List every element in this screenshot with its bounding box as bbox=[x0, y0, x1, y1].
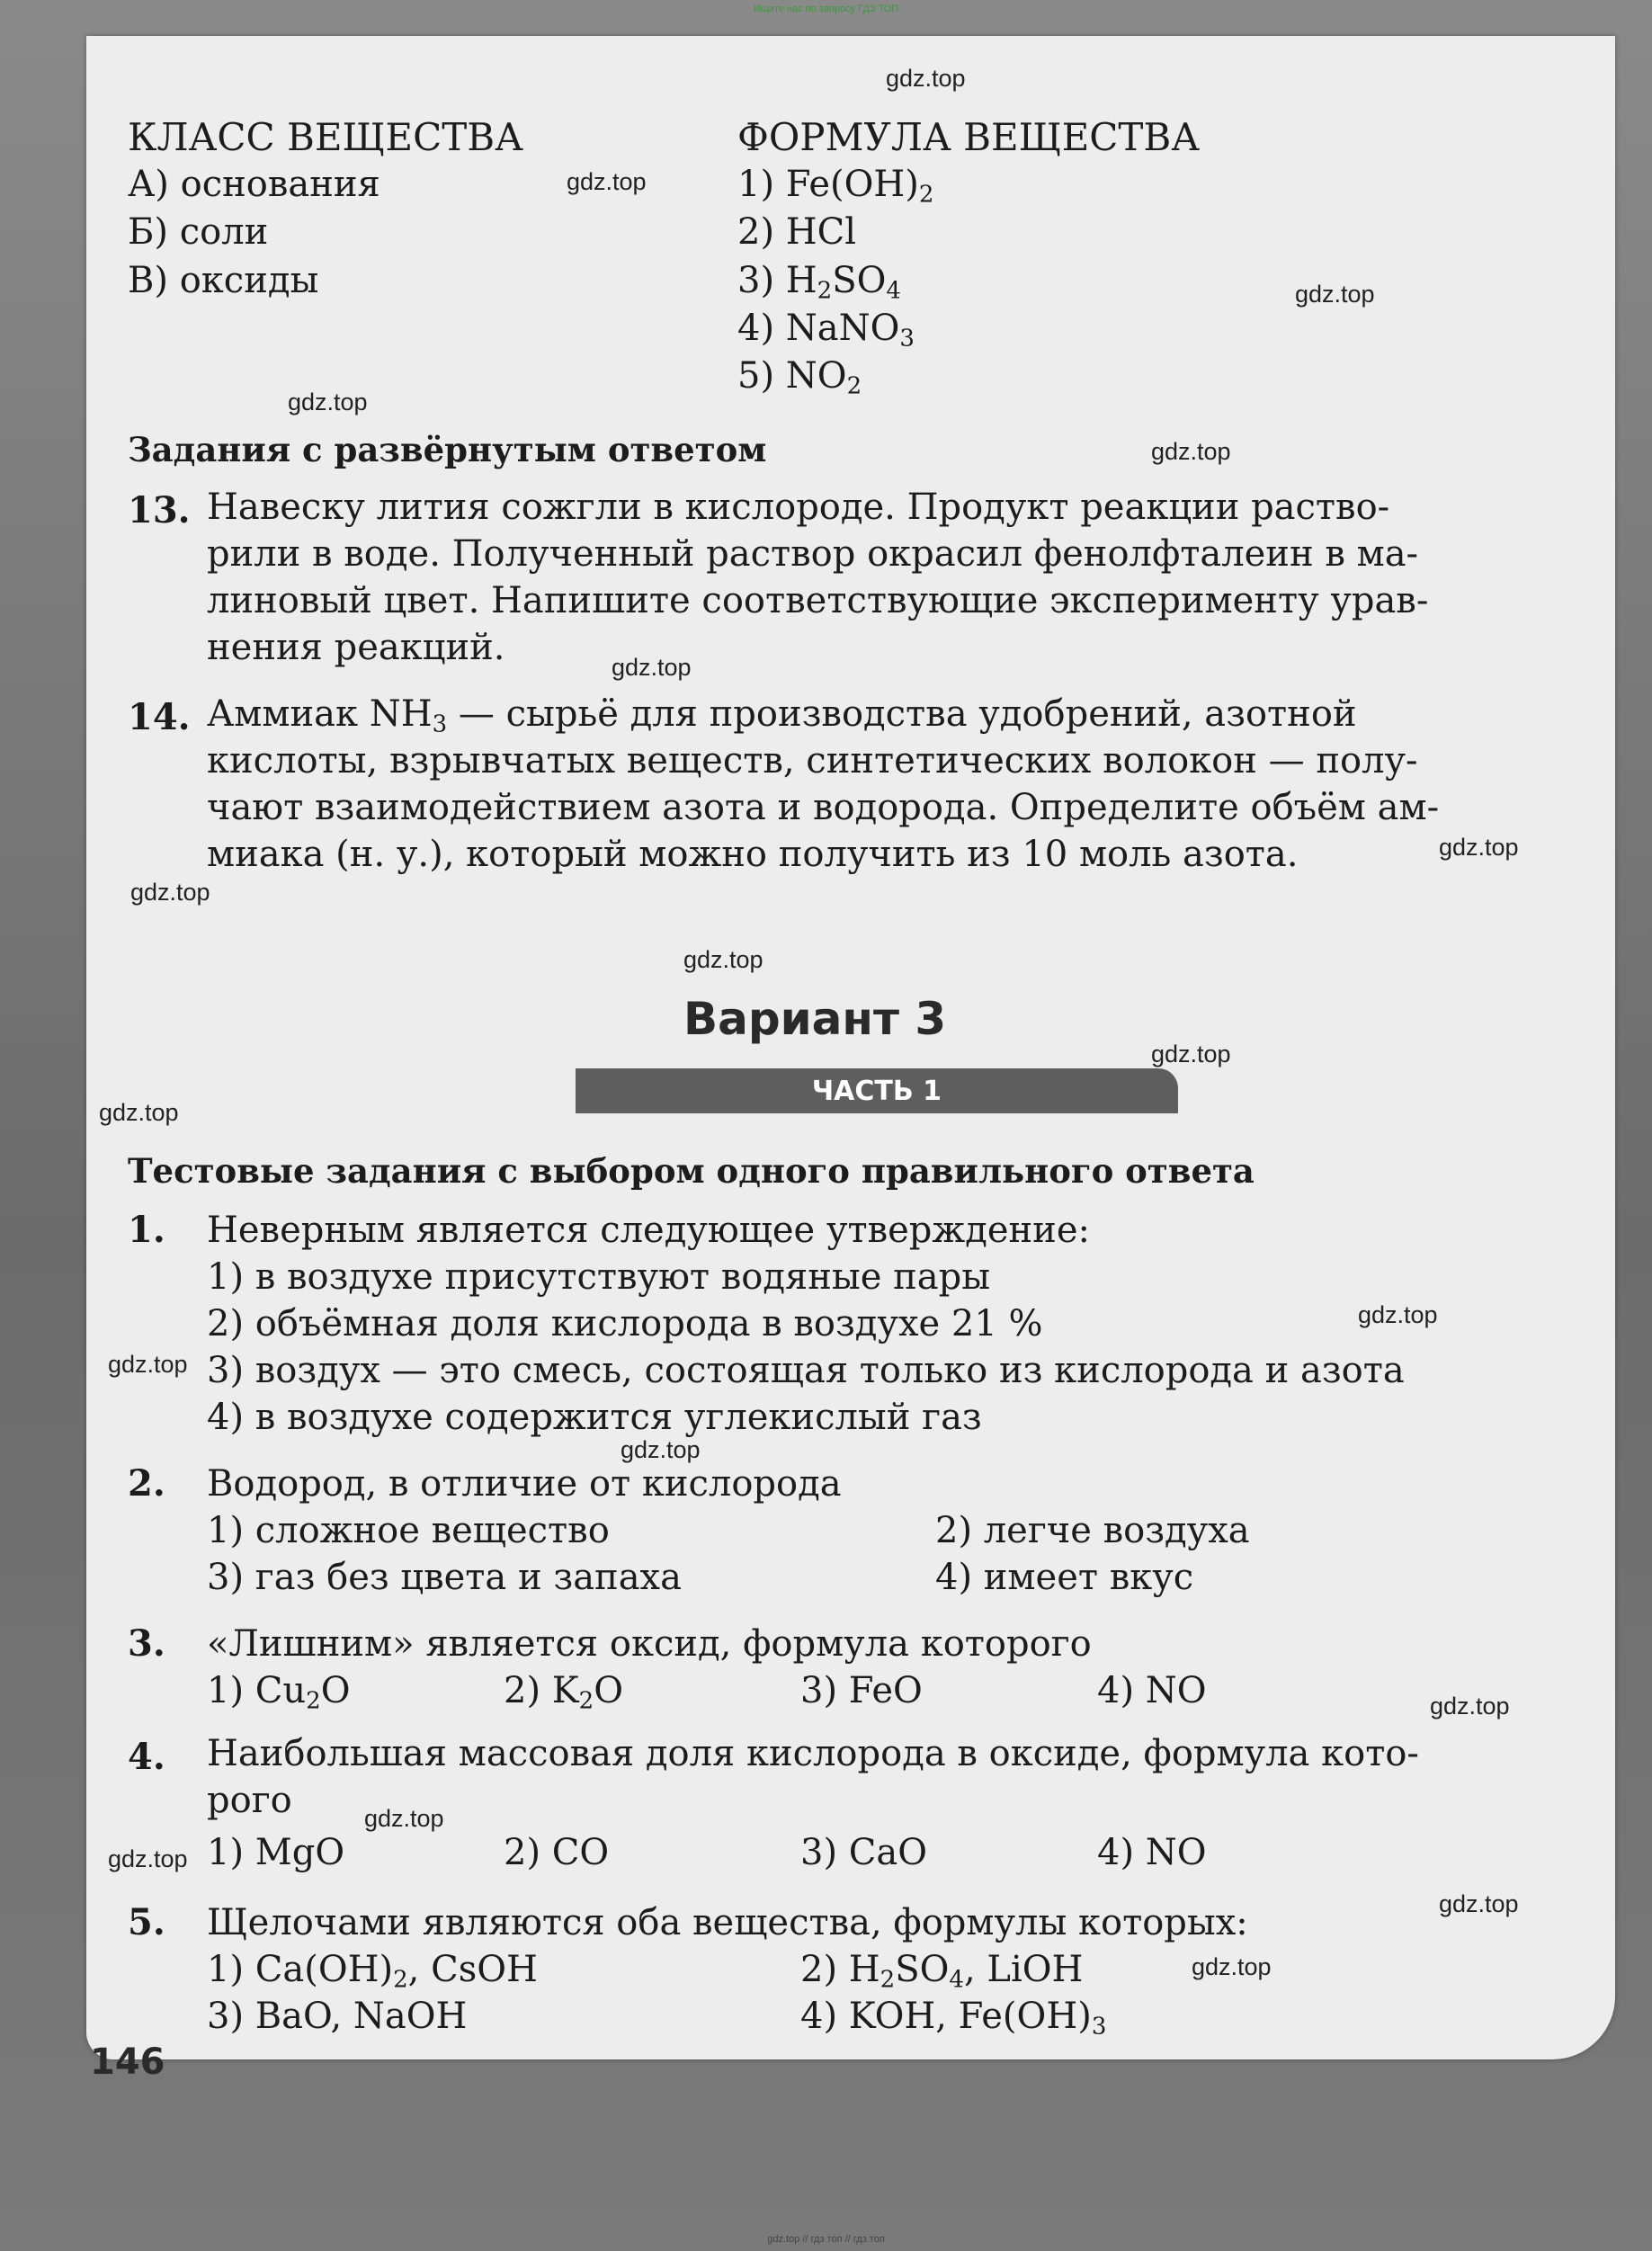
watermark: gdz.top bbox=[1430, 1693, 1510, 1720]
extended-section-title: Задания с развёрнутым ответом bbox=[128, 430, 767, 469]
part-badge: ЧАСТЬ 1 bbox=[576, 1068, 1178, 1113]
watermark: gdz.top bbox=[1439, 834, 1519, 861]
watermark: gdz.top bbox=[1439, 1890, 1519, 1917]
q3-option-4: 4) NO bbox=[1097, 1670, 1207, 1711]
q4-option-2: 2) CO bbox=[504, 1832, 610, 1873]
watermark: gdz.top bbox=[1192, 1953, 1272, 1980]
watermark: gdz.top bbox=[1151, 438, 1231, 465]
q4-number: 4. bbox=[128, 1736, 165, 1778]
q5-option-4: 4) KOH, $Fe(OH)_3$ bbox=[800, 1996, 1107, 2041]
q5-option-2: 2) $H_2SO_4$, LiOH bbox=[800, 1949, 1084, 1994]
watermark: gdz.top bbox=[621, 1436, 701, 1463]
formula-option-4: 4) NaNO$_3$ bbox=[737, 308, 915, 353]
q2-text: Водород, в отличие от кислорода bbox=[207, 1463, 842, 1505]
q2-option-3: 3) газ без цвета и запаха bbox=[207, 1557, 682, 1598]
formula-header: ФОРМУЛА ВЕЩЕСТВА bbox=[737, 115, 1201, 159]
watermark: gdz.top bbox=[364, 1805, 444, 1832]
watermark: gdz.top bbox=[108, 1845, 188, 1872]
formula-option-5: 5) $NO_2$ bbox=[737, 355, 862, 400]
q3-option-1: 1) $Cu_2O$ bbox=[207, 1670, 351, 1715]
q1-option-4: 4) в воздухе содержится углекислый газ bbox=[207, 1397, 982, 1438]
page-number: 146 bbox=[90, 2041, 165, 2083]
q2-number: 2. bbox=[128, 1462, 165, 1505]
watermark: gdz.top bbox=[567, 168, 647, 195]
test-section-title: Тестовые задания с выбором одного правильного ответа bbox=[128, 1151, 1255, 1191]
q1-option-1: 1) в воздухе присутствуют водяные пары bbox=[207, 1256, 991, 1298]
watermark: gdz.top bbox=[1295, 281, 1375, 308]
q2-option-4: 4) имеет вкус bbox=[935, 1557, 1194, 1598]
class-option-b: Б) соли bbox=[128, 211, 269, 253]
q1-text: Неверным является следующее утверждение: bbox=[207, 1210, 1090, 1251]
q14-number: 14. bbox=[128, 696, 191, 738]
q3-text: «Лишним» является оксид, формула которого bbox=[207, 1623, 1092, 1665]
top-banner[interactable]: Ищите нас по запросу ГДЗ ТОП bbox=[753, 4, 899, 14]
q5-number: 5. bbox=[128, 1901, 165, 1943]
q4-text: Наибольшая массовая доля кислорода в оксиде, формула кото- рого bbox=[207, 1733, 1419, 1821]
q4-option-1: 1) MgO bbox=[207, 1832, 345, 1873]
q2-option-1: 1) сложное вещество bbox=[207, 1510, 610, 1551]
watermark: gdz.top bbox=[130, 879, 210, 906]
watermark: gdz.top bbox=[886, 65, 966, 92]
watermark: gdz.top bbox=[1151, 1041, 1231, 1067]
q2-option-2: 2) легче воздуха bbox=[935, 1510, 1250, 1551]
class-option-a: А) основания bbox=[128, 164, 380, 205]
variant-title: Вариант 3 bbox=[683, 993, 947, 1045]
watermark: gdz.top bbox=[99, 1099, 179, 1126]
watermark: gdz.top bbox=[108, 1351, 188, 1378]
q3-number: 3. bbox=[128, 1622, 165, 1665]
q13-number: 13. bbox=[128, 489, 191, 531]
class-header: КЛАСС ВЕЩЕСТВА bbox=[128, 115, 523, 159]
q1-number: 1. bbox=[128, 1209, 165, 1251]
q1-option-3: 3) воздух — это смесь, состоящая только из кислорода и азота bbox=[207, 1350, 1405, 1391]
q1-option-2: 2) объёмная доля кислорода в воздухе 21 % bbox=[207, 1303, 1043, 1344]
q5-text: Щелочами являются оба вещества, формулы которых: bbox=[207, 1902, 1248, 1943]
watermark: gdz.top bbox=[612, 654, 692, 681]
q14-text: Аммиак $NH_3$ — сырьё для производства удобрений, азотной кислоты, взрывчатых веществ, синтетических волокон — полу- чают взаимодействием азота и водорода. Определите объём ам- миака (н. у.), который можно получить из 10 моль азота. bbox=[207, 693, 1440, 875]
watermark: gdz.top bbox=[683, 946, 763, 973]
q4-option-4: 4) NO bbox=[1097, 1832, 1207, 1873]
q4-option-3: 3) CaO bbox=[800, 1832, 928, 1873]
formula-option-2: 2) HCl bbox=[737, 211, 857, 253]
formula-option-3: 3) $H_2SO_4$ bbox=[737, 260, 901, 305]
q13-text: Навеску лития сожгли в кислороде. Продукт реакции раство- рили в воде. Полученный раствор окрасил фенолфталеин в ма- линовый цвет. Напишите соответствующие эксперименту урав- нения реакций. bbox=[207, 487, 1429, 668]
q5-option-3: 3) BaO, NaOH bbox=[207, 1996, 468, 2037]
watermark: gdz.top bbox=[288, 389, 368, 415]
class-option-c: В) оксиды bbox=[128, 260, 319, 301]
q3-option-2: 2) $K_2O$ bbox=[504, 1670, 624, 1715]
watermark: gdz.top bbox=[1358, 1301, 1438, 1328]
q5-option-1: 1) $Ca(OH)_2$, CsOH bbox=[207, 1949, 538, 1994]
bottom-banner[interactable]: gdz.top // гдз топ // гдз.топ bbox=[767, 2234, 885, 2245]
q3-option-3: 3) FeO bbox=[800, 1670, 923, 1711]
formula-option-1: 1) $Fe(OH)_2$ bbox=[737, 164, 934, 209]
